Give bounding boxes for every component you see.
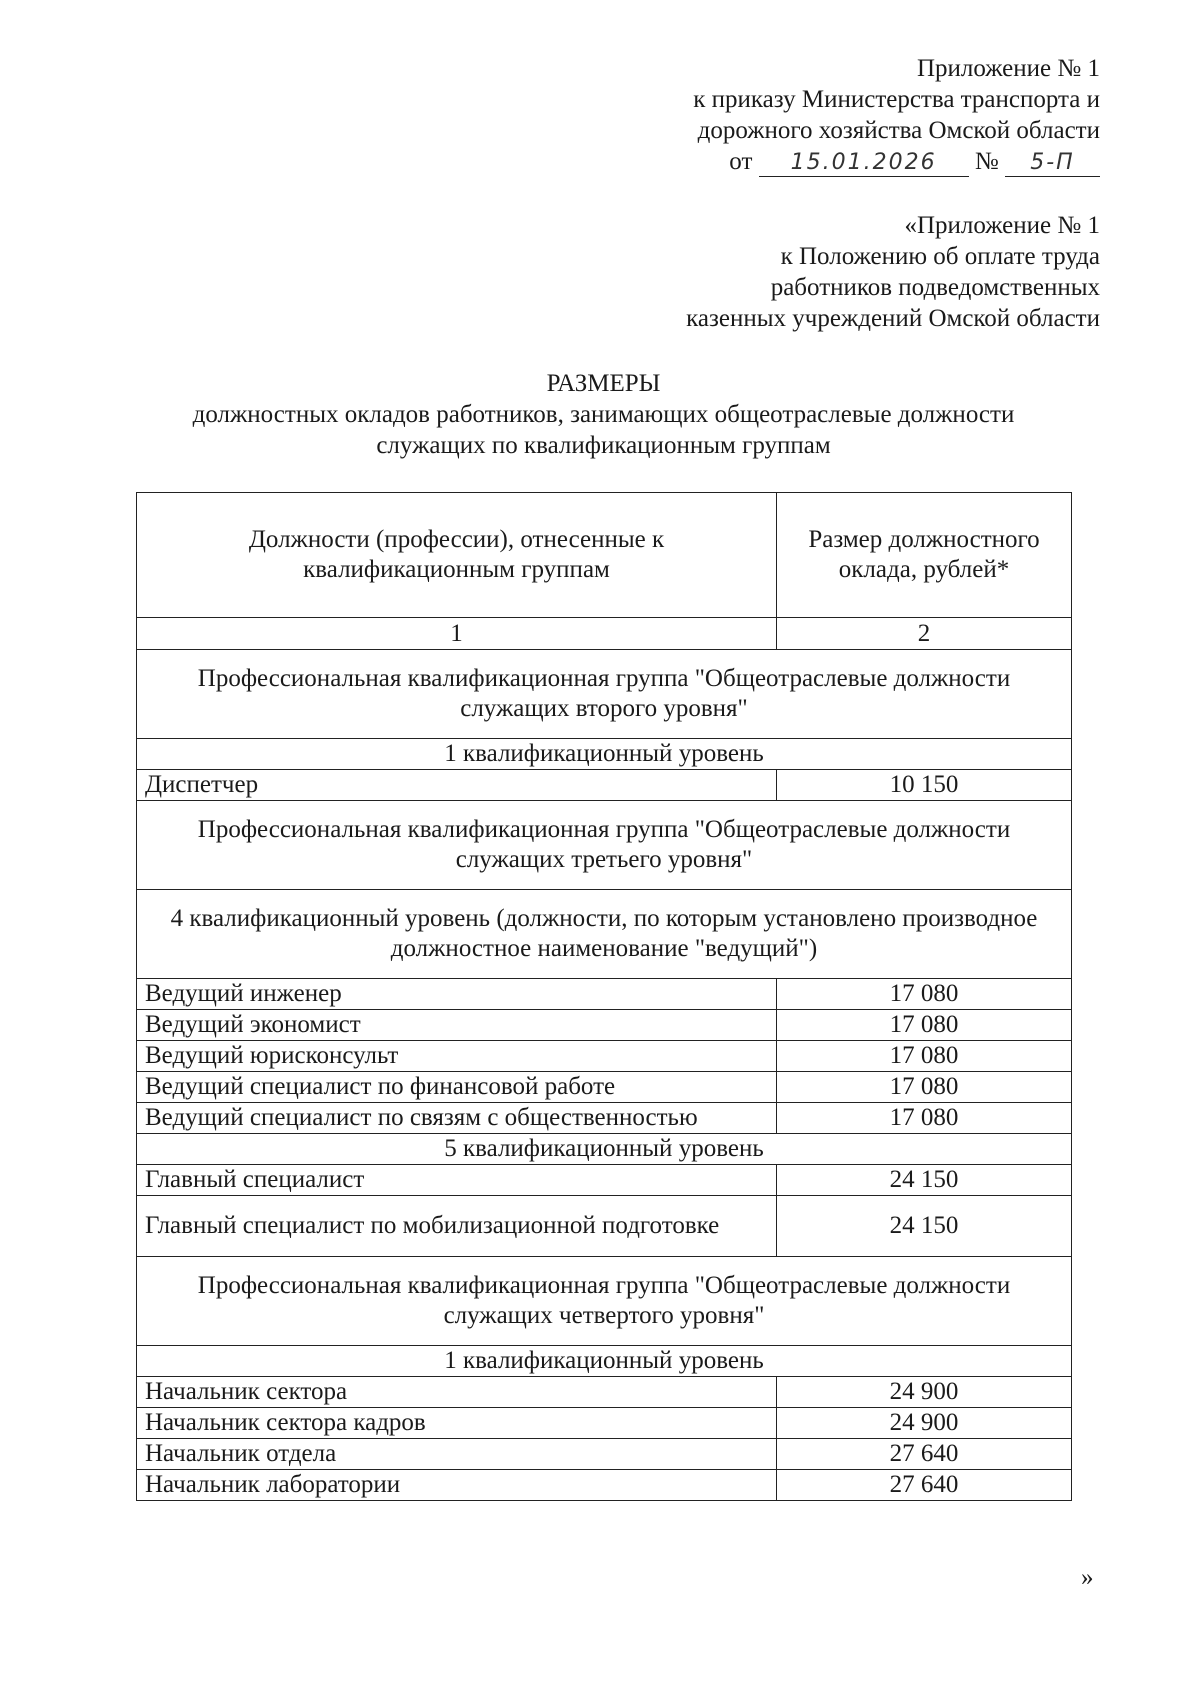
- group-third-level: Профессиональная квалификационная группа "Общеотраслевые должности служащих третьего уровня": [137, 801, 1072, 890]
- position-cell: Ведущий инженер: [137, 979, 777, 1010]
- salary-cell: 17 080: [777, 1103, 1072, 1134]
- table-row: [137, 1010, 1072, 1041]
- salary-cell: 24 150: [777, 1196, 1072, 1257]
- annex-header: [693, 53, 1100, 177]
- regulation-annex-title: «Приложение № 1: [904, 212, 1100, 239]
- table-row: [137, 1439, 1072, 1470]
- handwritten-date: 15.01.2026: [759, 150, 969, 177]
- group-row: [137, 801, 1072, 890]
- position-cell: Начальник лаборатории: [137, 1470, 777, 1501]
- salary-cell: 17 080: [777, 979, 1072, 1010]
- table-row: [137, 770, 1072, 801]
- table-row: [137, 979, 1072, 1010]
- annex-date-line: [693, 146, 1100, 177]
- table-row: [137, 1041, 1072, 1072]
- position-cell: Начальник сектора кадров: [137, 1408, 777, 1439]
- title-line-1: должностных окладов работников, занимающих общеотраслевые должности: [192, 401, 1015, 428]
- level-row: [137, 1134, 1072, 1165]
- table-row: [137, 1165, 1072, 1196]
- title-line-2: служащих по квалификационным группам: [376, 432, 831, 459]
- regulation-reference: [686, 210, 1100, 334]
- level-row: [137, 1346, 1072, 1377]
- salary-cell: 24 150: [777, 1165, 1072, 1196]
- col2-header: Размер должностного оклада, рублей*: [777, 493, 1072, 618]
- col2-number: 2: [777, 618, 1072, 650]
- position-cell: Главный специалист: [137, 1165, 777, 1196]
- table-row: [137, 1377, 1072, 1408]
- annex-ministry-line: дорожного хозяйства Омской области: [697, 117, 1100, 144]
- table-row: [137, 1103, 1072, 1134]
- position-cell: Ведущий специалист по связям с общественностью: [137, 1103, 777, 1134]
- handwritten-number: 5-П: [1005, 150, 1100, 177]
- position-cell: Начальник сектора: [137, 1377, 777, 1408]
- annex-title: Приложение № 1: [916, 55, 1100, 82]
- position-cell: Ведущий специалист по финансовой работе: [137, 1072, 777, 1103]
- salary-cell: 24 900: [777, 1408, 1072, 1439]
- regulation-line-3: работников подведомственных: [770, 274, 1100, 301]
- position-cell: Главный специалист по мобилизационной подготовке: [137, 1196, 777, 1257]
- group-fourth-level: Профессиональная квалификационная группа "Общеотраслевые должности служащих четвертого уровня": [137, 1257, 1072, 1346]
- title-heading: РАЗМЕРЫ: [546, 370, 661, 397]
- number-prefix: №: [974, 148, 999, 175]
- position-cell: Диспетчер: [137, 770, 777, 801]
- regulation-line-2: к Положению об оплате труда: [780, 243, 1100, 270]
- table-row: [137, 1408, 1072, 1439]
- table-row: [137, 1470, 1072, 1501]
- group3-level-5: 5 квалификационный уровень: [137, 1134, 1072, 1165]
- table-row: [137, 1072, 1072, 1103]
- group-row: [137, 650, 1072, 739]
- table-row: [137, 1196, 1072, 1257]
- date-prefix: от: [729, 148, 753, 175]
- level-row: [137, 890, 1072, 979]
- position-cell: Ведущий экономист: [137, 1010, 777, 1041]
- document-title: [136, 368, 1071, 461]
- group-row: [137, 1257, 1072, 1346]
- salary-table: [136, 492, 1072, 1501]
- group4-level-1: 1 квалификационный уровень: [137, 1346, 1072, 1377]
- group-second-level: Профессиональная квалификационная группа "Общеотраслевые должности служащих второго уровня": [137, 650, 1072, 739]
- salary-cell: 17 080: [777, 1072, 1072, 1103]
- col1-header: Должности (профессии), отнесенные к квалификационным группам: [137, 493, 777, 618]
- closing-quote: »: [1081, 1564, 1094, 1591]
- annex-order-line: к приказу Министерства транспорта и: [693, 86, 1100, 113]
- level-row: [137, 739, 1072, 770]
- group2-level-1: 1 квалификационный уровень: [137, 739, 1072, 770]
- salary-cell: 24 900: [777, 1377, 1072, 1408]
- salary-cell: 17 080: [777, 1041, 1072, 1072]
- salary-cell: 17 080: [777, 1010, 1072, 1041]
- position-cell: Начальник отдела: [137, 1439, 777, 1470]
- table-header-row: [137, 493, 1072, 618]
- regulation-line-4: казенных учреждений Омской области: [686, 305, 1100, 332]
- salary-cell: 10 150: [777, 770, 1072, 801]
- col1-number: 1: [137, 618, 777, 650]
- group3-level-4: 4 квалификационный уровень (должности, по которым установлено производное должностное наименование "ведущий"): [137, 890, 1072, 979]
- position-cell: Ведущий юрисконсульт: [137, 1041, 777, 1072]
- column-number-row: [137, 618, 1072, 650]
- salary-cell: 27 640: [777, 1470, 1072, 1501]
- salary-cell: 27 640: [777, 1439, 1072, 1470]
